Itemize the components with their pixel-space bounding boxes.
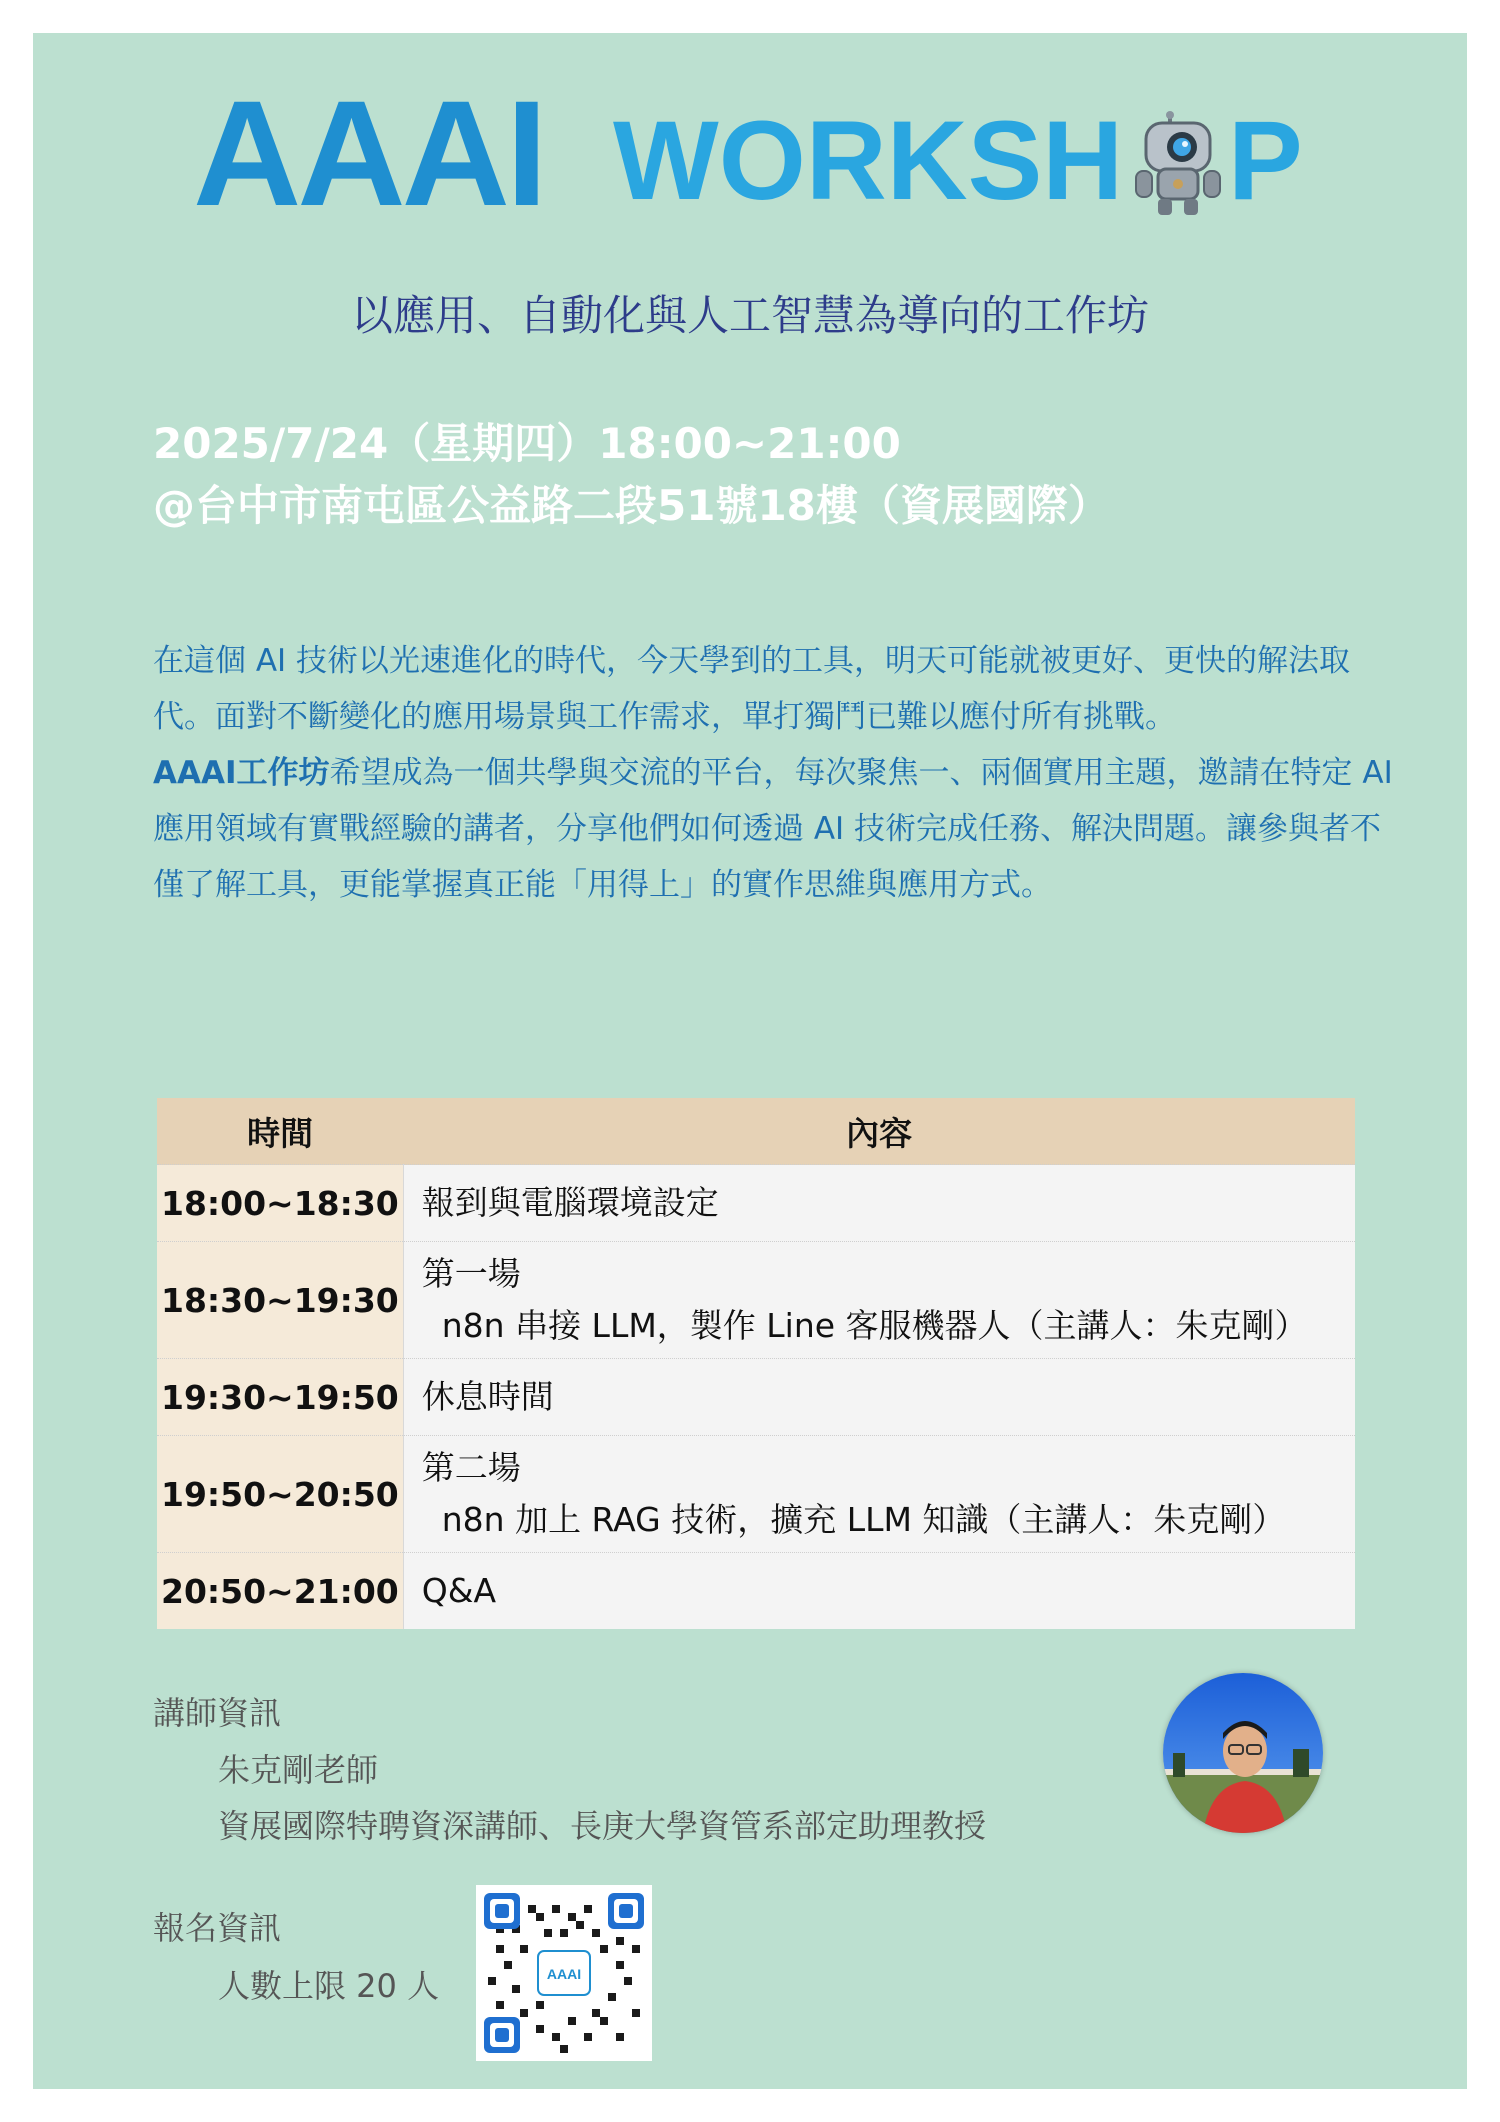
header-time: 時間 [157, 1098, 403, 1165]
speaker-photo [1163, 1673, 1323, 1833]
speaker-name: 朱克剛老師 [218, 1751, 379, 1789]
registration-label: 報名資訊 [153, 1909, 282, 1947]
row-time: 18:30~19:30 [157, 1242, 403, 1359]
intro-brand: AAAI工作坊 [153, 755, 330, 791]
row-time: 19:50~20:50 [157, 1436, 403, 1553]
event-location: @台中市南屯區公益路二段51號18樓（資展國際） [153, 481, 1110, 530]
table-row [157, 1165, 1355, 1242]
logo-aaai-text: AAAI [193, 69, 544, 237]
registration-limit: 人數上限 20 人 [218, 1967, 440, 2005]
row-time: 20:50~21:00 [157, 1553, 403, 1630]
row-content [403, 1359, 1355, 1436]
row-time: 18:00~18:30 [157, 1165, 403, 1242]
poster-card [33, 33, 1467, 2089]
row-detail: n8n 加上 RAG 技術，擴充 LLM 知識（主講人：朱克剛） [441, 1500, 1286, 1539]
speaker-bio: 資展國際特聘資深講師、長庚大學資管系部定助理教授 [218, 1807, 987, 1845]
row-title: 報到與電腦環境設定 [421, 1183, 719, 1222]
speaker-avatar [1163, 1673, 1323, 1833]
subtitle: 以應用、自動化與人工智慧為導向的工作坊 [350, 291, 1149, 340]
intro-paragraph-2-text: 希望成為一個共學與交流的平台，每次聚焦一、兩個實用主題，邀請在特定 AI 應用領域有實戰經驗的講者，分享他們如何透過 AI 技術完成任務、解決問題。讓參與者不僅了解工具，更能掌握真正能「用得上」的實作思維與應用方式。 [153, 755, 1393, 903]
robot-icon [1128, 111, 1228, 221]
speaker-label: 講師資訊 [153, 1694, 282, 1732]
row-content [403, 1165, 1355, 1242]
row-detail: n8n 串接 LLM，製作 Line 客服機器人（主講人：朱克剛） [441, 1306, 1308, 1345]
table-row [157, 1359, 1355, 1436]
intro-paragraph-1: 在這個 AI 技術以光速進化的時代，今天學到的工具，明天可能就被更好、更快的解法取代。面對不斷變化的應用場景與工作需求，單打獨鬥已難以應付所有挑戰。 [153, 643, 1351, 735]
qr-code-graphic [476, 1885, 652, 2061]
row-content [403, 1553, 1355, 1630]
row-content [403, 1242, 1355, 1359]
intro-text [153, 633, 1393, 913]
registration-qr-code[interactable] [476, 1885, 652, 2061]
row-title: 休息時間 [421, 1377, 554, 1416]
header-content: 內容 [403, 1098, 1355, 1165]
row-title: 第二場 [421, 1448, 521, 1487]
workshop-logo [33, 69, 1467, 237]
logo-workshop-text: WORKSH [613, 98, 1124, 223]
logo-p-text: P [1228, 98, 1303, 223]
table-row [157, 1242, 1355, 1359]
row-title: Q&A [421, 1571, 497, 1610]
intro-paragraph-2 [153, 745, 1393, 913]
qr-center-label: AAAI [546, 1966, 582, 1982]
row-time: 19:30~19:50 [157, 1359, 403, 1436]
row-title: 第一場 [421, 1254, 521, 1293]
table-row [157, 1553, 1355, 1630]
schedule-table [157, 1098, 1355, 1629]
event-datetime: 2025/7/24（星期四）18:00~21:00 [153, 419, 901, 468]
schedule-header-row [157, 1098, 1355, 1165]
table-row [157, 1436, 1355, 1553]
row-content [403, 1436, 1355, 1553]
event-info [153, 413, 1110, 537]
